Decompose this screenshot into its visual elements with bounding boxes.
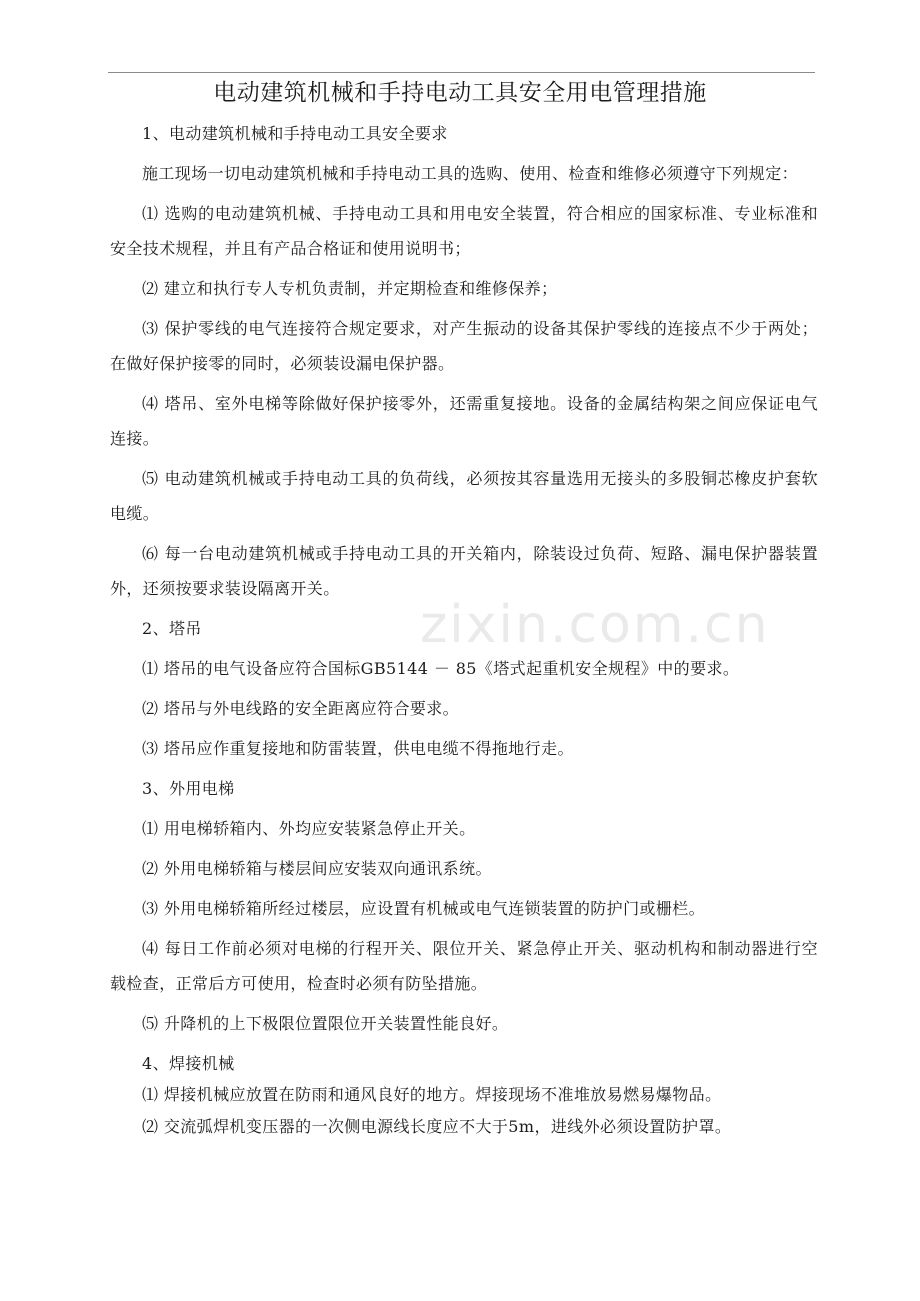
list-item: ⑴ 塔吊的电气设备应符合国标GB5144 － 85《塔式起重机安全规程》中的要求。 <box>142 659 740 678</box>
paragraph: 施工现场一切电动建筑机械和手持电动工具的选购、使用、检查和维修必须遵守下列规定： <box>142 164 799 183</box>
list-item: ⑶ 保护零线的电气连接符合规定要求，对产生振动的设备其保护零线的连接点不少于两处；在做好保护接零的同时，必须装设漏电保护器。 <box>110 319 818 373</box>
section-heading: 1、电动建筑机械和手持电动工具安全要求 <box>142 124 448 143</box>
list-item: ⑹ 每一台电动建筑机械或手持电动工具的开关箱内，除装设过负荷、短路、漏电保护器装置外，还须按要求装设隔离开关。 <box>110 544 818 598</box>
list-item: ⑵ 塔吊与外电线路的安全距离应符合要求。 <box>142 699 460 718</box>
list-item: ⑵ 建立和执行专人专机负责制，并定期检查和维修保养； <box>142 279 558 298</box>
list-item: ⑴ 用电梯轿箱内、外均应安装紧急停止开关。 <box>142 819 476 838</box>
list-item: ⑵ 外用电梯轿箱与楼层间应安装双向通讯系统。 <box>142 859 492 878</box>
watermark: zixin.com.cn <box>420 595 770 655</box>
document-body <box>110 116 818 1144</box>
list-item: ⑷ 塔吊、室外电梯等除做好保护接零外，还需重复接地。设备的金属结构架之间应保证电气连接。 <box>110 394 818 448</box>
list-item: ⑷ 每日工作前必须对电梯的行程开关、限位开关、紧急停止开关、驱动机构和制动器进行空载检查，正常后方可使用，检查时必须有防坠措施。 <box>110 939 818 993</box>
list-item: ⑵ 交流弧焊机变压器的一次侧电源线长度应不大于5m，进线外必须设置防护罩。 <box>142 1117 732 1136</box>
section-heading: 2、塔吊 <box>142 619 202 638</box>
section-heading: 3、外用电梯 <box>142 779 235 798</box>
section-heading: 4、焊接机械 <box>142 1054 235 1073</box>
list-item: ⑴ 焊接机械应放置在防雨和通风良好的地方。焊接现场不准堆放易燃易爆物品。 <box>142 1085 722 1104</box>
list-item: ⑸ 电动建筑机械或手持电动工具的负荷线，必须按其容量选用无接头的多股铜芯橡皮护套软电缆。 <box>110 469 818 523</box>
list-item: ⑴ 选购的电动建筑机械、手持电动工具和用电安全装置，符合相应的国家标准、专业标准和安全技术规程，并且有产品合格证和使用说明书； <box>110 204 818 258</box>
page-title: 电动建筑机械和手持电动工具安全用电管理措施 <box>213 80 707 106</box>
list-item: ⑶ 外用电梯轿箱所经过楼层，应设置有机械或电气连锁装置的防护门或栅栏。 <box>142 899 706 918</box>
header-rule <box>108 72 815 73</box>
list-item: ⑶ 塔吊应作重复接地和防雷装置，供电电缆不得拖地行走。 <box>142 739 574 758</box>
list-item: ⑸ 升降机的上下极限位置限位开关装置性能良好。 <box>142 1014 509 1033</box>
